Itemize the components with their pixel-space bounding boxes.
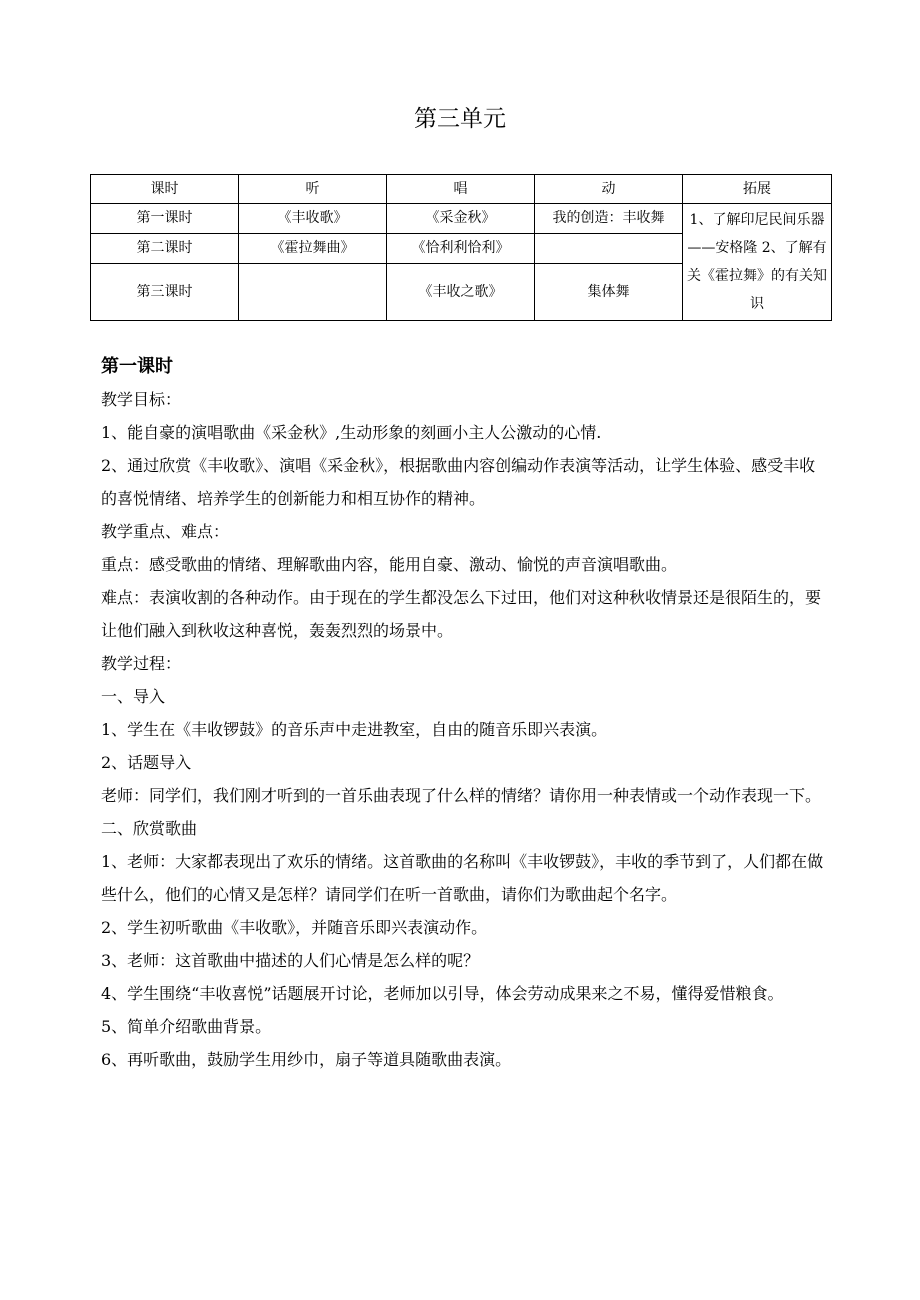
- table-cell: 第二课时: [91, 234, 239, 264]
- header-cell: 唱: [387, 175, 535, 204]
- lesson-heading: 第一课时: [101, 356, 173, 377]
- text-line: 2、通过欣赏《丰收歌》、演唱《采金秋》，根据歌曲内容创编动作表演等活动，让学生体验、感受丰收的喜悦情绪、培养学生的创新能力和相互协作的精神。: [101, 456, 816, 508]
- table-cell: [239, 264, 387, 321]
- table-cell: 《采金秋》: [387, 204, 535, 234]
- text-line: 重点：感受歌曲的情绪、理解歌曲内容，能用自豪、激动、愉悦的声音演唱歌曲。: [101, 555, 678, 574]
- header-cell: 拓展: [683, 175, 832, 204]
- text-line: 教学目标：: [101, 390, 182, 409]
- table-row: [91, 204, 832, 234]
- text-line: 1、能自豪的演唱歌曲《采金秋》,生动形象的刻画小主人公激动的心情.: [101, 423, 602, 442]
- text-line: 5、简单介绍歌曲背景。: [101, 1017, 272, 1036]
- table-cell: [535, 234, 683, 264]
- header-cell: 课时: [91, 175, 239, 204]
- text-line: 教学重点、难点：: [101, 522, 230, 541]
- table-cell: 《丰收歌》: [239, 204, 387, 234]
- table-header-row: [91, 175, 832, 204]
- text-line: 教学过程：: [101, 654, 182, 673]
- header-cell: 动: [535, 175, 683, 204]
- page-title: 第三单元: [414, 106, 506, 132]
- text-line: 一、导入: [101, 687, 166, 706]
- text-line: 2、话题导入: [101, 753, 192, 772]
- text-line: 4、学生围绕“丰收喜悦”话题展开讨论，老师加以引导，体会劳动成果来之不易，懂得爱惜粮食。: [101, 984, 784, 1003]
- lesson-content: [101, 350, 831, 1076]
- text-line: 1、老师：大家都表现出了欢乐的情绪。这首歌曲的名称叫《丰收锣鼓》，丰收的季节到了，人们都在做些什么，他们的心情又是怎样？请同学们在听一首歌曲，请你们为歌曲起个名字。: [101, 852, 824, 904]
- unit-overview-table: [90, 174, 832, 321]
- table-cell: 第一课时: [91, 204, 239, 234]
- extension-cell: 1、了解印尼民间乐器——安格隆 2、了解有关《霍拉舞》的有关知识: [683, 204, 832, 321]
- text-line: 2、学生初听歌曲《丰收歌》，并随音乐即兴表演动作。: [101, 918, 488, 937]
- text-line: 难点：表演收割的各种动作。由于现在的学生都没怎么下过田，他们对这种秋收情景还是很陌生的，要让他们融入到秋收这种喜悦，轰轰烈烈的场景中。: [101, 588, 822, 640]
- table-cell: 我的创造：丰收舞: [535, 204, 683, 234]
- table-cell: 《恰利利恰利》: [387, 234, 535, 264]
- text-line: 6、再听歌曲，鼓励学生用纱巾，扇子等道具随歌曲表演。: [101, 1050, 512, 1069]
- table-cell: 《丰收之歌》: [387, 264, 535, 321]
- table-cell: 第三课时: [91, 264, 239, 321]
- header-cell: 听: [239, 175, 387, 204]
- table-cell: 《霍拉舞曲》: [239, 234, 387, 264]
- text-line: 1、学生在《丰收锣鼓》的音乐声中走进教室，自由的随音乐即兴表演。: [101, 720, 608, 739]
- text-line: 老师：同学们，我们刚才听到的一首乐曲表现了什么样的情绪？请你用一种表情或一个动作表现一下。: [101, 786, 822, 805]
- text-line: 二、欣赏歌曲: [101, 819, 198, 838]
- text-line: 3、老师：这首歌曲中描述的人们心情是怎么样的呢？: [101, 951, 480, 970]
- table-cell: 集体舞: [535, 264, 683, 321]
